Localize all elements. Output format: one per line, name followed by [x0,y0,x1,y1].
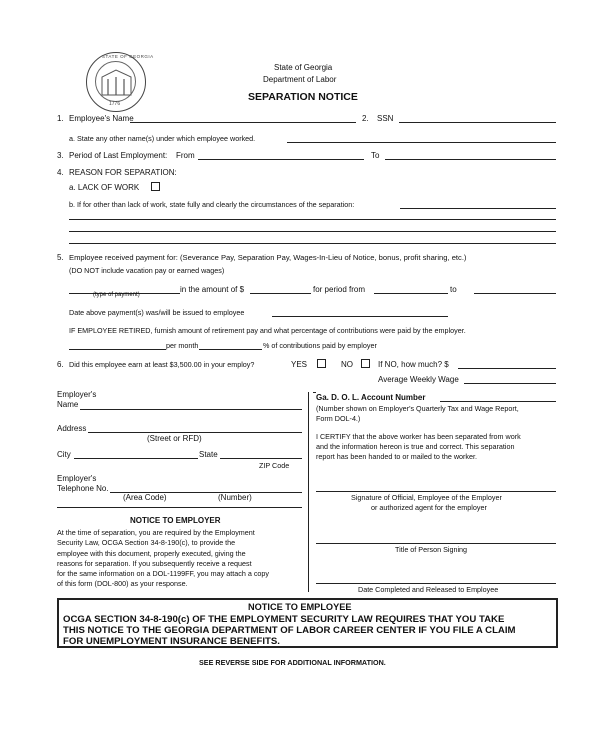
certify-line-3: report has been handed to or mailed to the worker. [316,452,478,461]
state-zip-field[interactable] [220,458,302,459]
type-payment-caption: (type of payment) [93,292,140,298]
street-caption: (Street or RFD) [147,434,202,443]
signature-field[interactable] [316,491,556,492]
area-code-caption: (Area Code) [123,493,167,502]
reason-line-2[interactable] [69,219,556,220]
yes-checkbox[interactable] [317,359,326,368]
period-to-field[interactable] [385,159,556,160]
account-number-label: Ga. D. O. L. Account Number [316,393,426,402]
date-completed-field[interactable] [316,583,556,584]
page-title: SEPARATION NOTICE [248,91,358,103]
no-checkbox[interactable] [361,359,370,368]
q1-number: 1. [57,114,64,123]
reason-line-4[interactable] [69,243,556,244]
zip-caption: ZIP Code [259,461,290,470]
date-completed-caption: Date Completed and Released to Employee [358,585,499,594]
notice-employee-line-3: FOR UNEMPLOYMENT INSURANCE BENEFITS. [63,636,280,647]
notice-employer-line: for the same information on a DOL-1199FF, you may attach a copy [57,569,270,579]
state-label: State [199,450,218,459]
earned-label: Did this employee earn at least $3,500.00 in your employ? [69,360,255,369]
notice-employer-line: employee with this document, properly executed, giving the [57,548,246,558]
payment-to-field[interactable] [474,293,556,294]
employee-name-label: Employee's Name [69,114,134,123]
payment-to-label: to [450,285,457,294]
notice-employer-line: At the time of separation, you are required by the Employment [57,528,255,537]
period-from-label: From [176,151,195,160]
notice-employer-line: reasons for separation. If you subsequently receive a request [57,558,252,568]
header-department: Department of Labor [263,75,337,84]
notice-employer-body [57,528,302,590]
account-desc-1: (Number shown on Employer's Quarterly Tax and Wage Report, [316,404,519,413]
amount-field[interactable] [250,293,311,294]
reason-line-3[interactable] [69,231,556,232]
arch-icon [99,67,134,97]
employer-divider [57,507,302,508]
employer-name-label-1: Employer's [57,390,97,399]
q5-number: 5. [57,253,64,262]
other-names-label: a. State any other name(s) under which employee worked. [69,134,256,143]
period-from-payment-label: for period from [313,285,366,294]
amount-label: in the amount of $ [180,285,245,294]
retirement-pay-field[interactable] [69,349,166,350]
signature-caption-2: or authorized agent for the employer [371,503,487,512]
date-payment-field[interactable] [272,316,448,317]
pct-contributions-label: % of contributions paid by employer [263,341,377,350]
q6-number: 6. [57,360,64,369]
lack-of-work-label: a. LACK OF WORK [69,183,140,192]
notice-employee-line-1: OCGA SECTION 34-8-190(c) OF THE EMPLOYMENT SECURITY LAW REQUIRES THAT YOU TAKE [63,614,505,625]
per-month-label: per month [166,341,199,350]
seal-year: 1776 [109,101,121,107]
other-names-field[interactable] [287,142,556,143]
notice-employer-line: of this form (DOL-800) as your response. [57,579,188,589]
contribution-pct-field[interactable] [199,349,262,350]
signature-caption-1: Signature of Official, Employee of the Employer [351,493,502,502]
address-label: Address [57,424,87,433]
section-divider [308,392,309,592]
payment-label: Employee received payment for: (Severance Pay, Separation Pay, Wages-In-Lieu of Notice, bonus, profit sharing, etc.) [69,253,467,262]
ssn-field[interactable] [399,122,556,123]
retired-label: IF EMPLOYEE RETIRED, furnish amount of retirement pay and what percentage of contributions were paid by the employer. [69,326,466,335]
ssn-label: SSN [377,114,394,123]
avg-weekly-label: Average Weekly Wage [378,375,459,384]
tel-label-1: Employer's [57,474,97,483]
account-desc-2: Form DOL-4.) [316,414,361,423]
certify-line-2: and the information hereon is true and correct. This separation [316,442,515,451]
q2-number: 2. [362,114,369,123]
employer-name-label-2: Name [57,400,79,409]
period-employment-label: Period of Last Employment: [69,151,168,160]
period-to-label: To [371,151,380,160]
footer-note: SEE REVERSE SIDE FOR ADDITIONAL INFORMATION. [199,658,386,667]
city-field[interactable] [74,458,198,459]
notice-employee-title: NOTICE TO EMPLOYEE [248,602,352,612]
date-payment-label: Date above payment(s) was/will be issued to employee [69,308,245,317]
reason-separation-label: REASON FOR SEPARATION: [69,168,177,177]
reason-line-1[interactable] [400,208,556,209]
georgia-state-seal-icon [86,52,154,112]
q3-number: 3. [57,151,64,160]
seal-text: STATE OF GEORGIA [102,54,154,59]
notice-employee-line-2: THIS NOTICE TO THE GEORGIA DEPARTMENT OF LABOR CAREER CENTER IF YOU FILE A CLAIM [63,625,516,636]
payment-from-field[interactable] [374,293,448,294]
avg-weekly-field[interactable] [464,383,556,384]
number-caption: (Number) [218,493,252,502]
notice-employer-line: Security Law, OCGA Section 34-8-190(c), to provide the [57,538,236,548]
header-state: State of Georgia [274,63,333,72]
lack-of-work-checkbox[interactable] [151,182,160,191]
tel-label-2: Telephone No. [57,484,109,493]
employee-name-field[interactable] [130,122,356,123]
address-field[interactable] [88,432,302,433]
city-label: City [57,450,71,459]
certify-line-1: I CERTIFY that the above worker has been separated from work [316,432,521,441]
title-signing-caption: Title of Person Signing [395,545,468,554]
q4-number: 4. [57,168,64,177]
account-number-field[interactable] [440,401,556,402]
title-signing-field[interactable] [316,543,556,544]
how-much-field[interactable] [458,368,556,369]
other-reason-label: b. If for other than lack of work, state fully and clearly the circumstances of the separation: [69,200,355,209]
period-from-field[interactable] [198,159,364,160]
employer-name-field[interactable] [80,409,302,410]
payment-note: (DO NOT include vacation pay or earned wages) [69,266,225,275]
yes-label: YES [291,360,308,369]
notice-employer-title: NOTICE TO EMPLOYER [130,516,221,525]
no-label: NO [341,360,353,369]
how-much-label: If NO, how much? $ [378,360,449,369]
